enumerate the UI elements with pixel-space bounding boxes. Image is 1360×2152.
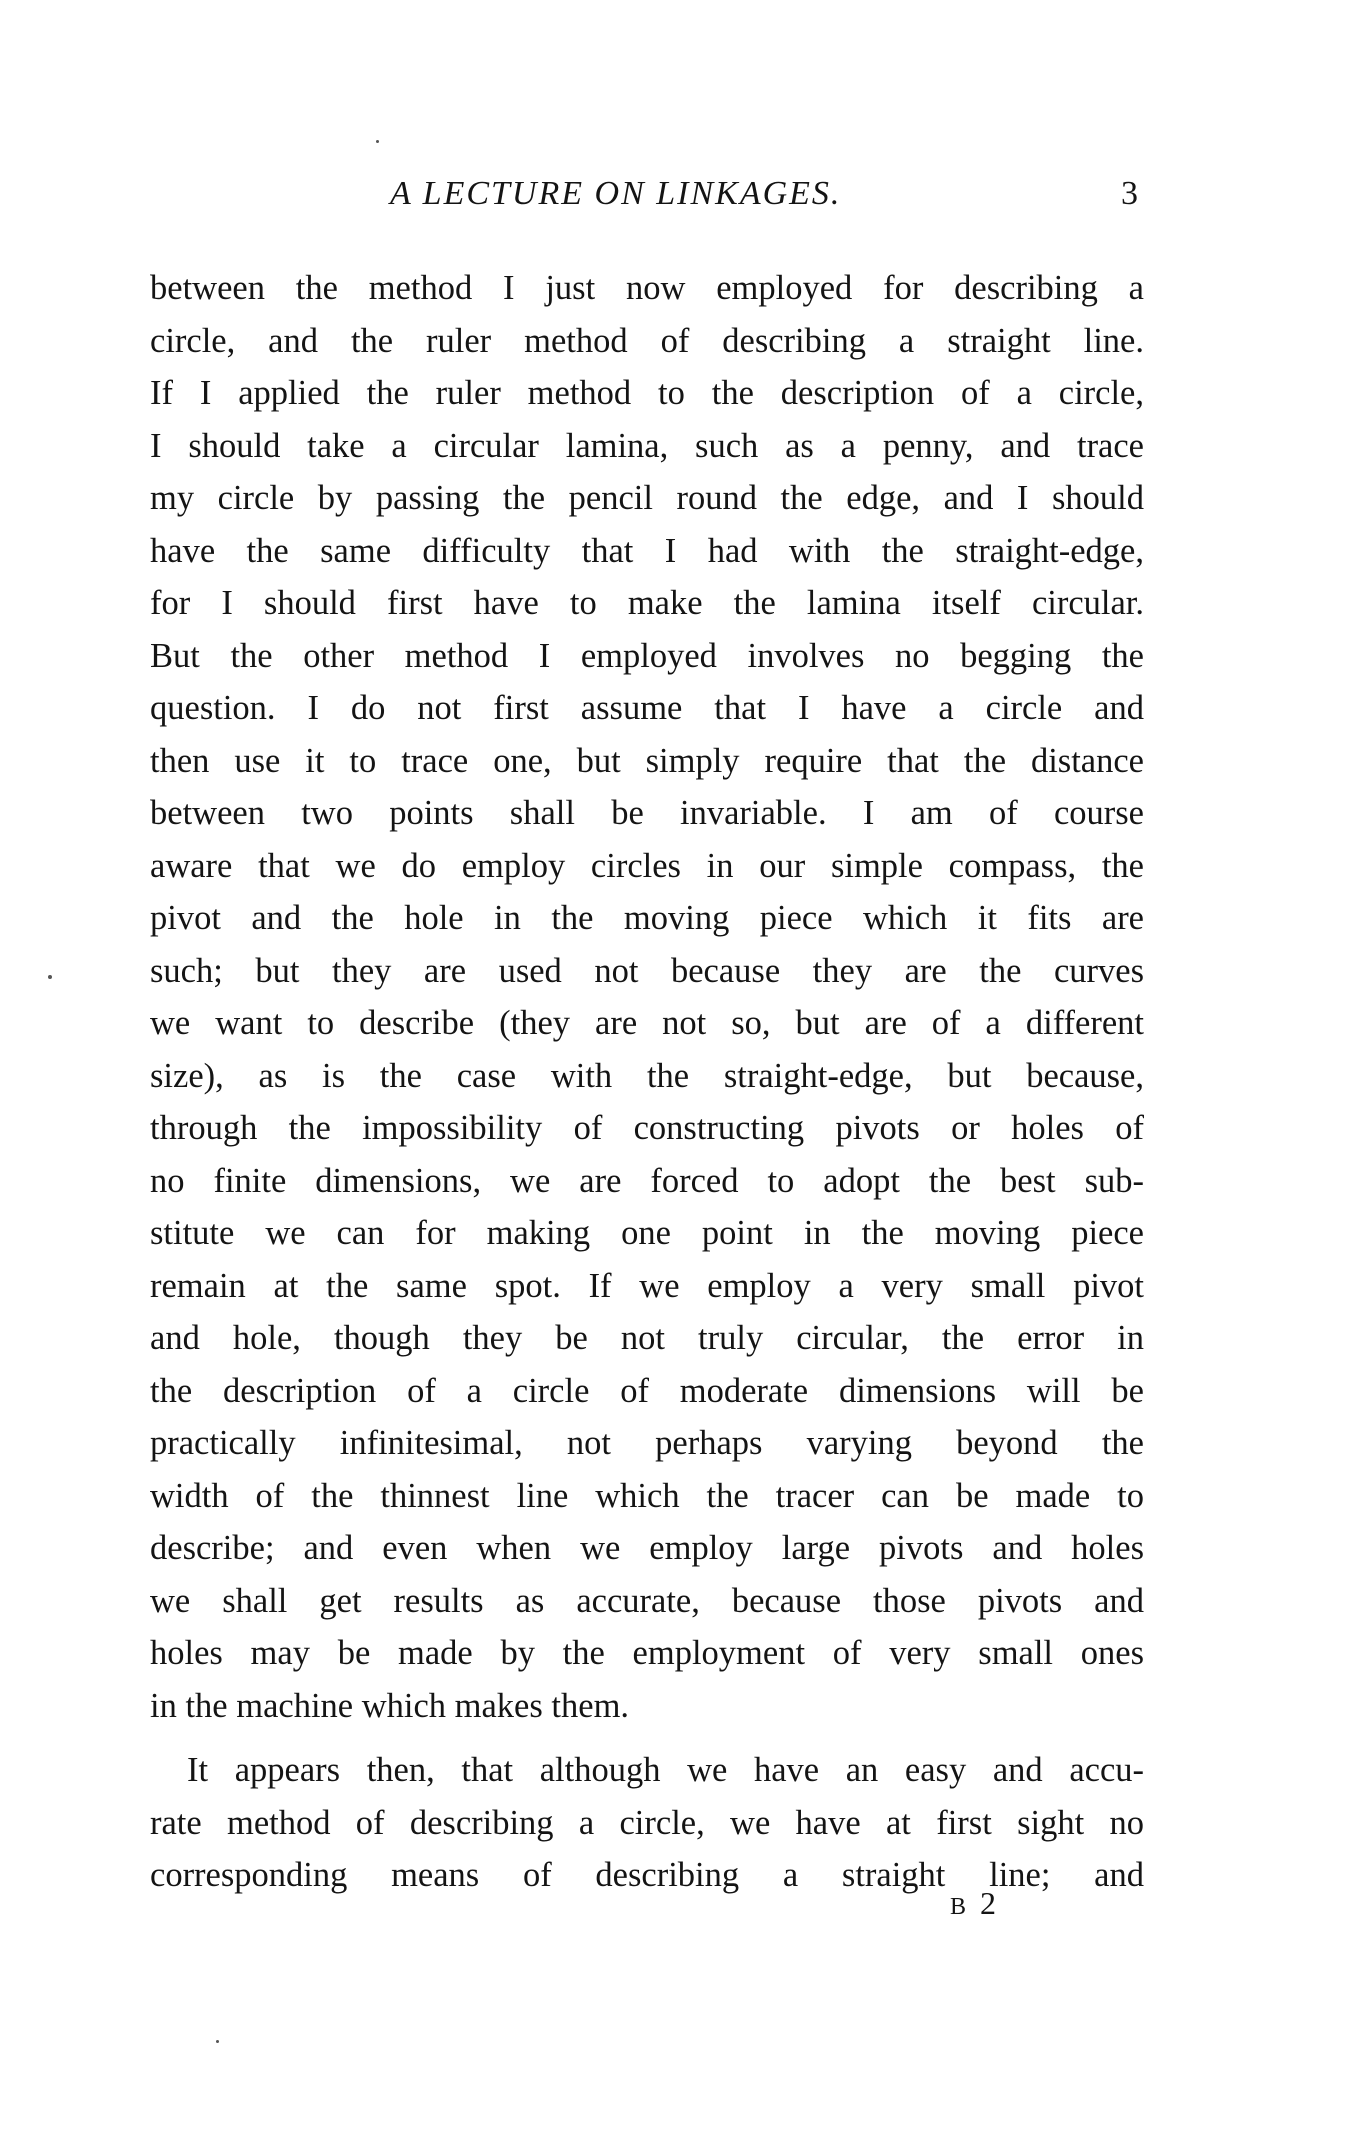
paragraph-gap — [150, 1732, 1144, 1744]
text-line: describe; and even when we employ large pivots and holes — [150, 1529, 1144, 1567]
text-line: corresponding means of describing a straight line; and — [150, 1856, 1144, 1894]
text-line: we want to describe (they are not so, but are of a different — [150, 1004, 1144, 1042]
paper-speck — [216, 2040, 219, 2043]
text-line: pivot and the hole in the moving piece which it fits are — [150, 899, 1144, 937]
text-line: practically infinitesimal, not perhaps varying beyond the — [150, 1424, 1144, 1462]
text-line: for I should first have to make the lamina itself circular. — [150, 584, 1144, 622]
body-text — [150, 262, 1144, 1902]
text-line: It appears then, that although we have an easy and accu- — [187, 1751, 1144, 1789]
paper-speck — [376, 140, 379, 143]
signature-letter: B — [950, 1894, 981, 1920]
text-line: and hole, though they be not truly circular, the error in — [150, 1319, 1144, 1357]
text-line: we shall get results as accurate, because those pivots and — [150, 1581, 1144, 1620]
text-line: remain at the same spot. If we employ a very small pivot — [150, 1266, 1144, 1305]
text-line: my circle by passing the pencil round the edge, and I should — [150, 479, 1144, 517]
text-line: between two points shall be invariable. I am of course — [150, 794, 1144, 832]
text-line: stitute we can for making one point in the moving piece — [150, 1214, 1144, 1252]
signature-number: 2 — [980, 1885, 1003, 1921]
text-line: width of the thinnest line which the tracer can be made to — [150, 1476, 1144, 1515]
text-line: through the impossibility of constructing pivots or holes of — [150, 1109, 1144, 1147]
text-line: holes may be made by the employment of very small ones — [150, 1634, 1144, 1672]
text-line: But the other method I employed involves no begging the — [150, 636, 1144, 675]
signature-mark — [950, 1885, 1002, 1922]
text-line: If I applied the ruler method to the description of a circle, — [150, 374, 1144, 412]
text-line: rate method of describing a circle, we have at first sight no — [150, 1803, 1144, 1842]
text-line: I should take a circular lamina, such as a penny, and trace — [150, 426, 1144, 465]
text-line: in the machine which makes them. — [150, 1686, 630, 1725]
text-line: such; but they are used not because they are the curves — [150, 951, 1144, 990]
paper-speck — [48, 975, 52, 979]
text-line: between the method I just now employed for describing a — [150, 269, 1144, 307]
text-line: then use it to trace one, but simply require that the distance — [150, 741, 1144, 780]
text-line: the description of a circle of moderate dimensions will be — [150, 1371, 1144, 1410]
text-line: no finite dimensions, we are forced to adopt the best sub- — [150, 1161, 1144, 1200]
page-number: 3 — [1121, 175, 1138, 212]
text-line: aware that we do employ circles in our simple compass, the — [150, 846, 1144, 885]
text-line: circle, and the ruler method of describing a straight line. — [150, 321, 1144, 360]
running-title: A LECTURE ON LINKAGES. — [390, 175, 842, 212]
text-line: have the same difficulty that I had with the straight-edge, — [150, 531, 1144, 570]
text-line: question. I do not first assume that I have a circle and — [150, 689, 1144, 727]
running-head — [150, 175, 1150, 225]
text-line: size), as is the case with the straight-edge, but because, — [150, 1056, 1144, 1095]
